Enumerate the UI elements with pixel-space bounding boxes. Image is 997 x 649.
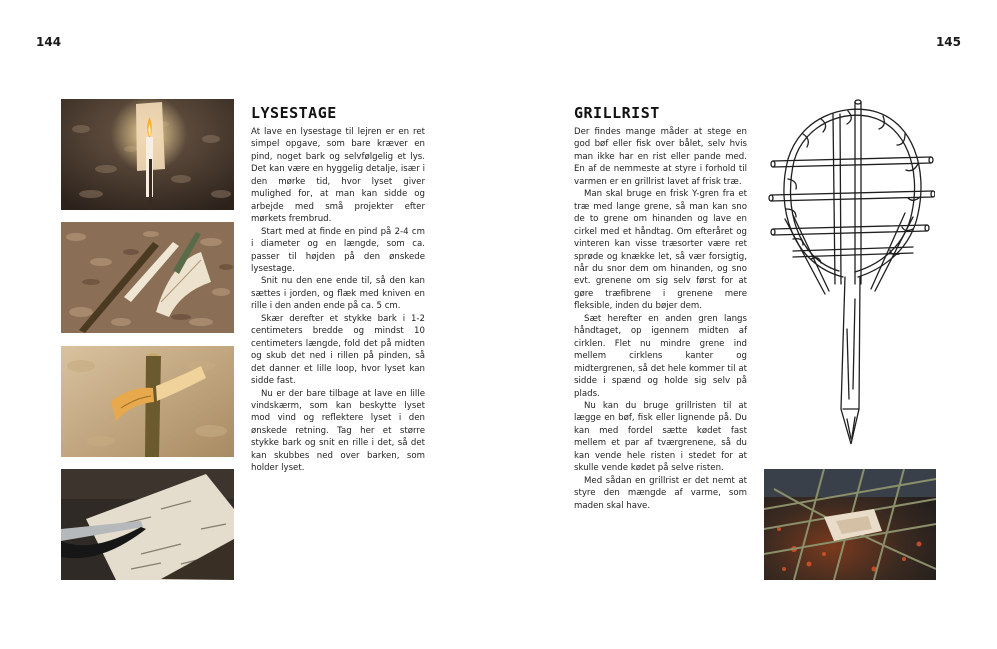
paragraph: Nu er der bare tilbage at lave en lille vindskærm, som kan beskytte lyset mod vind og reflektere lyset i den ønskede retning. Tag her et større stykke bark og snit en rille i det, så det kan skubbes ned over barken, som holder lyset.	[251, 388, 425, 474]
illustration-grill-rack	[763, 99, 935, 445]
paragraph: Sæt herefter en anden gren langs håndtaget, op igennem midten af cirklen. Flet nu mindre grene ind mellem cirklens kanter og midtergrenen, så det hele kommer til at sidde i spænd og holde sig selv på plads.	[574, 313, 747, 399]
paragraph: Man skal bruge en frisk Y-gren fra et træ med lange grene, så man kan sno de to grene om hinanden og lave en cirkel med et håndtag. Om efteråret og vinteren kan visse træsorter være ret sprøde og knække let, så vær forsigtig, når du snor dem om hinanden, og sno evt. grenene om sig selv først for at gøre træfibrene i grenene mere fleksible, inden du bøjer dem.	[574, 189, 747, 312]
paragraph: At lave en lysestage til lejren er en ret simpel opgave, som bare kræver en pind, noget bark og selvfølgelig et lys. Det kan være en hyggelig detalje, især i den mørke tid, hvor lyset giver mulighed for, at man kan sidde og arbejde med små projekter efter mørkets frembrud.	[251, 127, 425, 225]
paragraph: Skær derefter et stykke bark i 1-2 centimeters bredde og mindst 10 centimeters længde, fold det på midten og skub det ned i rillen på pinden, så det danner et lille loop, hvor lyset kan sidde fast.	[251, 313, 425, 387]
photo-knife-cutting-bark	[61, 469, 234, 580]
section-title-grillrist: GRILLRIST	[574, 104, 660, 122]
left-text-column	[251, 126, 425, 475]
photo-candle-holder	[61, 99, 234, 210]
page-number-right: 145	[935, 35, 961, 49]
paragraph: Start med at finde en pind på 2-4 cm i diameter og en længde, som ca. passer til højden på den ønskede lysestage.	[251, 226, 425, 274]
right-text-column	[574, 126, 747, 512]
page-number-left: 144	[36, 35, 62, 49]
paragraph: Snit nu den ene ende til, så den kan sættes i jorden, og flæk med kniven en rille i den anden ende på ca. 5 cm.	[251, 276, 425, 312]
photo-grill-over-fire	[764, 469, 936, 580]
paragraph: Der findes mange måder at stege en god bøf eller fisk over bålet, selv hvis man ikke har en rist eller pande med. En af de nemmeste at styre i forhold til varmen er en grillrist lavet af frisk træ.	[574, 127, 747, 187]
photo-stick-and-bark	[61, 222, 234, 333]
paragraph: Nu kan du bruge grillristen til at lægge en bøf, fisk eller lignende på. Du kan med fordel sætte kødet fast mellem et par af tværgrenene, så du kan vende hele risten i stedet for at skulle vende kødet på selve risten.	[574, 400, 747, 474]
section-title-lysestage: LYSESTAGE	[251, 104, 337, 122]
paragraph: Med sådan en grillrist er det nemt at styre den mængde af varme, som maden skal have.	[574, 475, 747, 511]
photo-bark-loop-closeup	[61, 346, 234, 457]
